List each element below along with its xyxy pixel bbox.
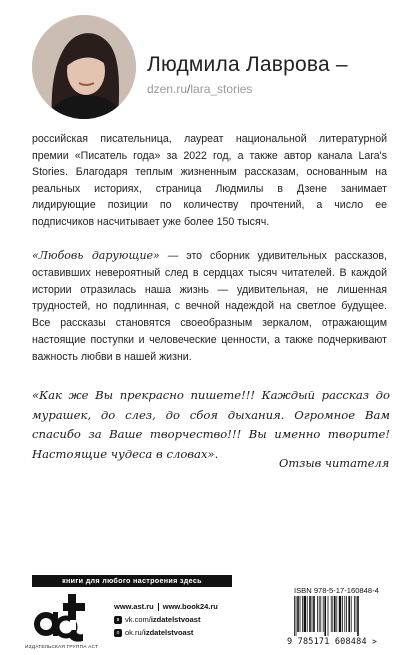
barcode-bar [342, 596, 343, 632]
book-description-text: — это сборник удивительных рассказов, оставивших невероятный след в сердцах тысяч читателей. В каждой истории отразилась наша жизнь — удивительная, не лишенная трудностей, но подлинная, с вечной надеждой на светлое будущее. Все рассказы становятся своеобразным зеркалом, отражающим настоящие поступки и человеческие ценности, а также подчеркивают важность любви в нашей жизни. [32, 250, 387, 363]
barcode-bar [328, 596, 329, 636]
barcode-bar [297, 596, 299, 632]
book-title: «Любовь дарующие» [32, 249, 160, 262]
publisher-links [114, 600, 218, 639]
book-description [32, 248, 387, 366]
reader-review-signature: Отзыв читателя [279, 456, 390, 470]
ok-icon: о [114, 629, 122, 637]
author-bio: российская писательница, лауреат национальной литературной премии «Писатель года» за 2022 год, а также автор канала Lara's Stories. Благодаря теплым жизненным рассказам, основанным на реальных историях, страница Людмилы в Дзене занимает лидирующие позиции по количеству прочтений, а число ее подписчиков насчитывает уже более 150 тысяч. [32, 133, 387, 228]
barcode-bar [348, 596, 350, 632]
ast-logo [32, 590, 90, 644]
barcode-bar [307, 596, 308, 632]
author-site-link[interactable]: dzen.ru/lara_stories [147, 82, 253, 96]
slogan-bar [32, 575, 232, 587]
isbn-text: ISBN 978-5-17-160848-4 [294, 586, 379, 595]
barcode [294, 596, 390, 636]
barcode-bar [296, 596, 297, 636]
barcode-bar [331, 596, 332, 632]
divider [158, 603, 159, 611]
barcode-bar [300, 596, 301, 632]
barcode-bar [304, 596, 306, 632]
barcode-bar [294, 596, 295, 636]
barcode-bar [313, 596, 315, 632]
barcode-bar [323, 596, 324, 632]
vk-icon: в [114, 616, 122, 624]
barcode-bar [356, 596, 357, 632]
barcode-bar [354, 596, 355, 632]
vk-link[interactable]: vk.com/izdatelstvoast [125, 615, 201, 624]
reader-review-quote: «Как же Вы прекрасно пишете!!! Каждый рассказ до мурашек, до слез, до сбоя дыхания. Огромное Вам спасибо за Ваше творчество!!! Вы именно творите! Настоящие чудеса в словах». [32, 388, 390, 461]
barcode-bar [339, 596, 341, 632]
site-link-book24[interactable]: www.book24.ru [162, 602, 218, 611]
barcode-bar [309, 596, 311, 632]
barcode-bar [302, 596, 303, 632]
barcode-bar [346, 596, 347, 632]
site-link-ast[interactable]: www.ast.ru [114, 602, 154, 611]
author-name: Людмила Лаврова – [147, 53, 348, 76]
barcode-bar [336, 596, 337, 632]
slogan-text: книги для любого настроения здесь [62, 576, 202, 585]
barcode-bar [320, 596, 321, 632]
author-site-path: lara_stories [190, 82, 253, 96]
author-site-domain: dzen.ru [147, 82, 188, 96]
barcode-bar [317, 596, 318, 632]
barcode-bar [351, 596, 352, 632]
barcode-bar [319, 596, 320, 632]
barcode-addon: > [372, 637, 377, 646]
barcode-bar [357, 596, 359, 636]
publisher-group-label: ИЗДАТЕЛЬСКАЯ ГРУППА АСТ [25, 645, 99, 650]
ok-link[interactable]: ok.ru/izdatelstvoast [125, 628, 194, 637]
barcode-bar [332, 596, 333, 632]
barcode-bar [324, 596, 326, 636]
barcode-digits: 9 785171 608484 [287, 637, 367, 647]
author-portrait [32, 15, 136, 119]
barcode-bar [334, 596, 336, 632]
barcode-bar [344, 596, 345, 632]
barcode-bar [312, 596, 313, 632]
